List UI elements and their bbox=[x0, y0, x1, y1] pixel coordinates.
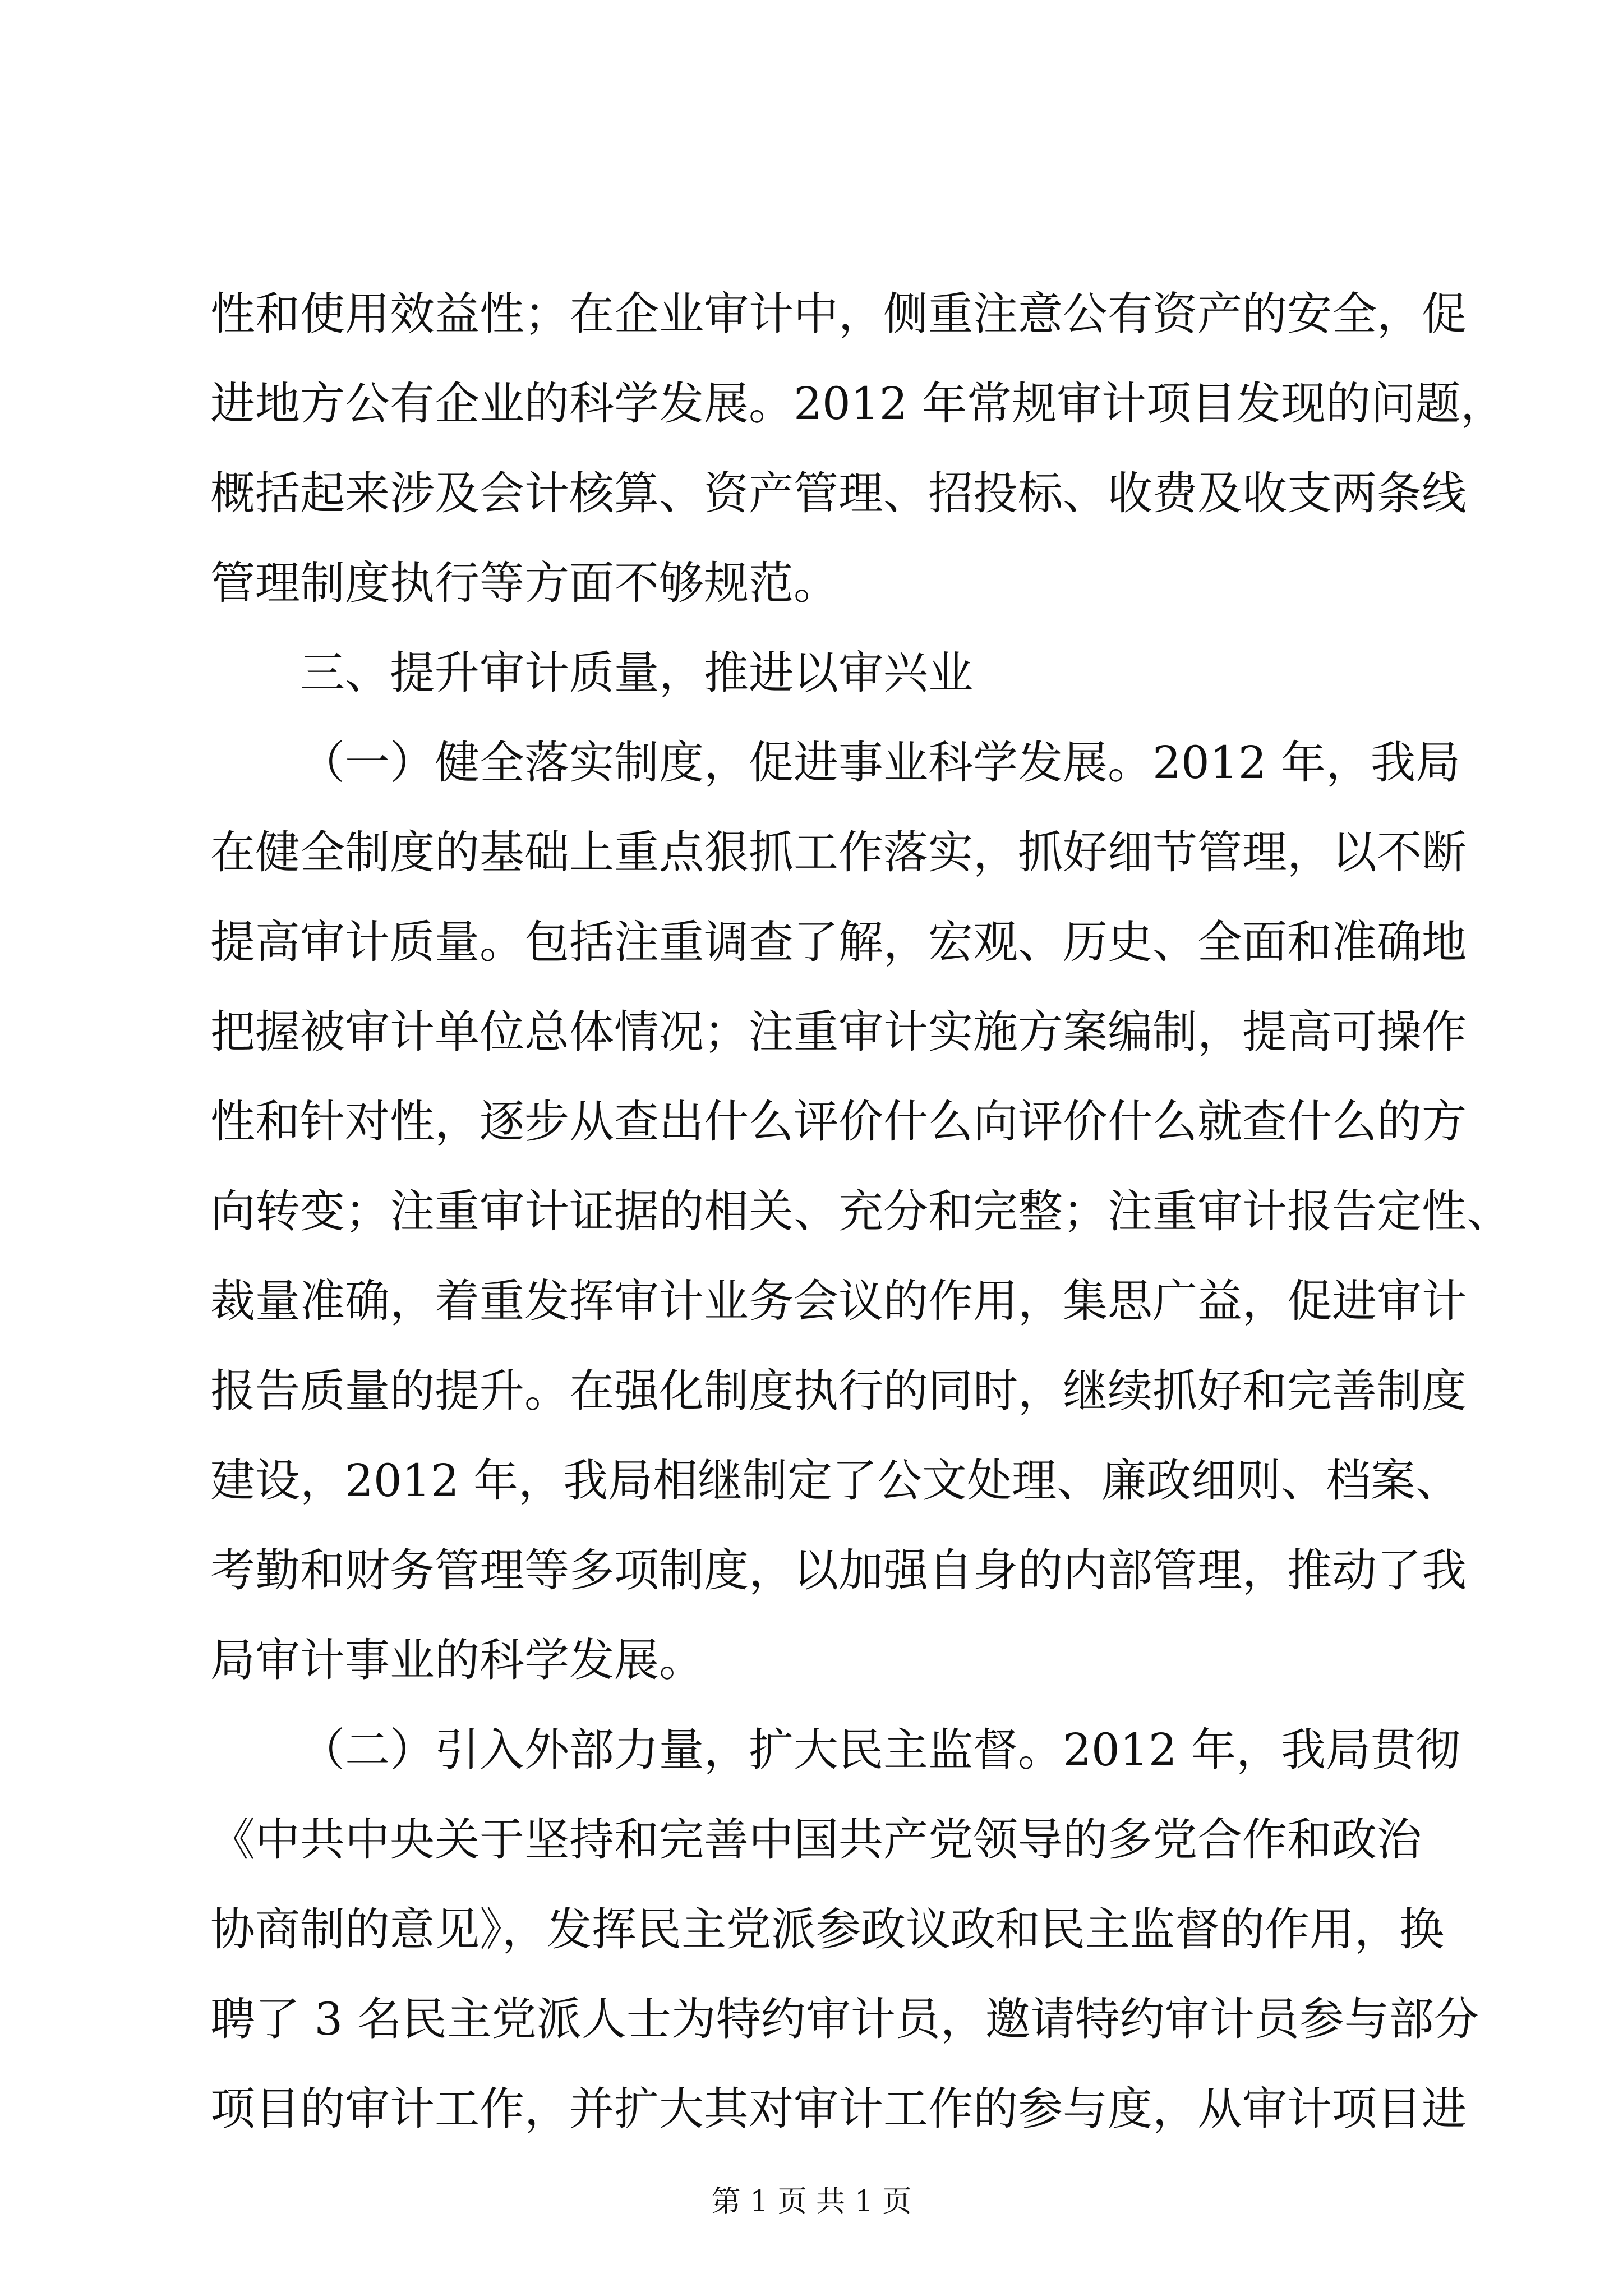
text-line: 概括起来涉及会计核算、资产管理、招投标、收费及收支两条线 bbox=[210, 467, 1467, 519]
text-line: 在健全制度的基础上重点狠抓工作落实，抓好细节管理，以不断 bbox=[210, 826, 1467, 878]
text-line: 协商制的意见》，发挥民主党派参政议政和民主监督的作用，换 bbox=[210, 1903, 1444, 1955]
text-line: 《中共中央关于坚持和完善中国共产党领导的多党合作和政治 bbox=[210, 1814, 1422, 1866]
text-line: （一）健全落实制度，促进事业科学发展。2012 年，我局 bbox=[300, 737, 1461, 789]
text-line: （二）引入外部力量，扩大民主监督。2012 年，我局贯彻 bbox=[300, 1724, 1461, 1776]
text-line: 报告质量的提升。在强化制度执行的同时，继续抓好和完善制度 bbox=[210, 1365, 1467, 1417]
text-line: 管理制度执行等方面不够规范。 bbox=[210, 557, 838, 609]
text-line: 向转变；注重审计证据的相关、充分和完整；注重审计报告定性、 bbox=[210, 1185, 1511, 1237]
text-line: 提高审计质量。包括注重调查了解，宏观、历史、全面和准确地 bbox=[210, 916, 1467, 968]
text-line: 聘了 3 名民主党派人士为特约审计员，邀请特约审计员参与部分 bbox=[210, 1993, 1479, 2045]
text-line: 局审计事业的科学发展。 bbox=[210, 1634, 704, 1686]
text-line: 性和使用效益性；在企业审计中，侧重注意公有资产的安全，促 bbox=[210, 288, 1467, 340]
text-line: 项目的审计工作，并扩大其对审计工作的参与度，从审计项目进 bbox=[210, 2083, 1467, 2135]
text-line: 考勤和财务管理等多项制度，以加强自身的内部管理，推动了我 bbox=[210, 1544, 1467, 1596]
text-line: 裁量准确，着重发挥审计业务会议的作用，集思广益，促进审计 bbox=[210, 1275, 1467, 1327]
text-line: 性和针对性，逐步从查出什么评价什么向评价什么就查什么的方 bbox=[210, 1096, 1467, 1148]
text-line: 建设，2012 年，我局相继制定了公文处理、廉政细则、档案、 bbox=[210, 1455, 1461, 1507]
text-line: 进地方公有企业的科学发展。2012 年常规审计项目发现的问题， bbox=[210, 378, 1506, 430]
page-footer: 第 1 页 共 1 页 bbox=[711, 2185, 912, 2219]
section-heading: 三、提升审计质量，推进以审兴业 bbox=[300, 647, 973, 699]
text-line: 把握被审计单位总体情况；注重审计实施方案编制，提高可操作 bbox=[210, 1006, 1467, 1058]
